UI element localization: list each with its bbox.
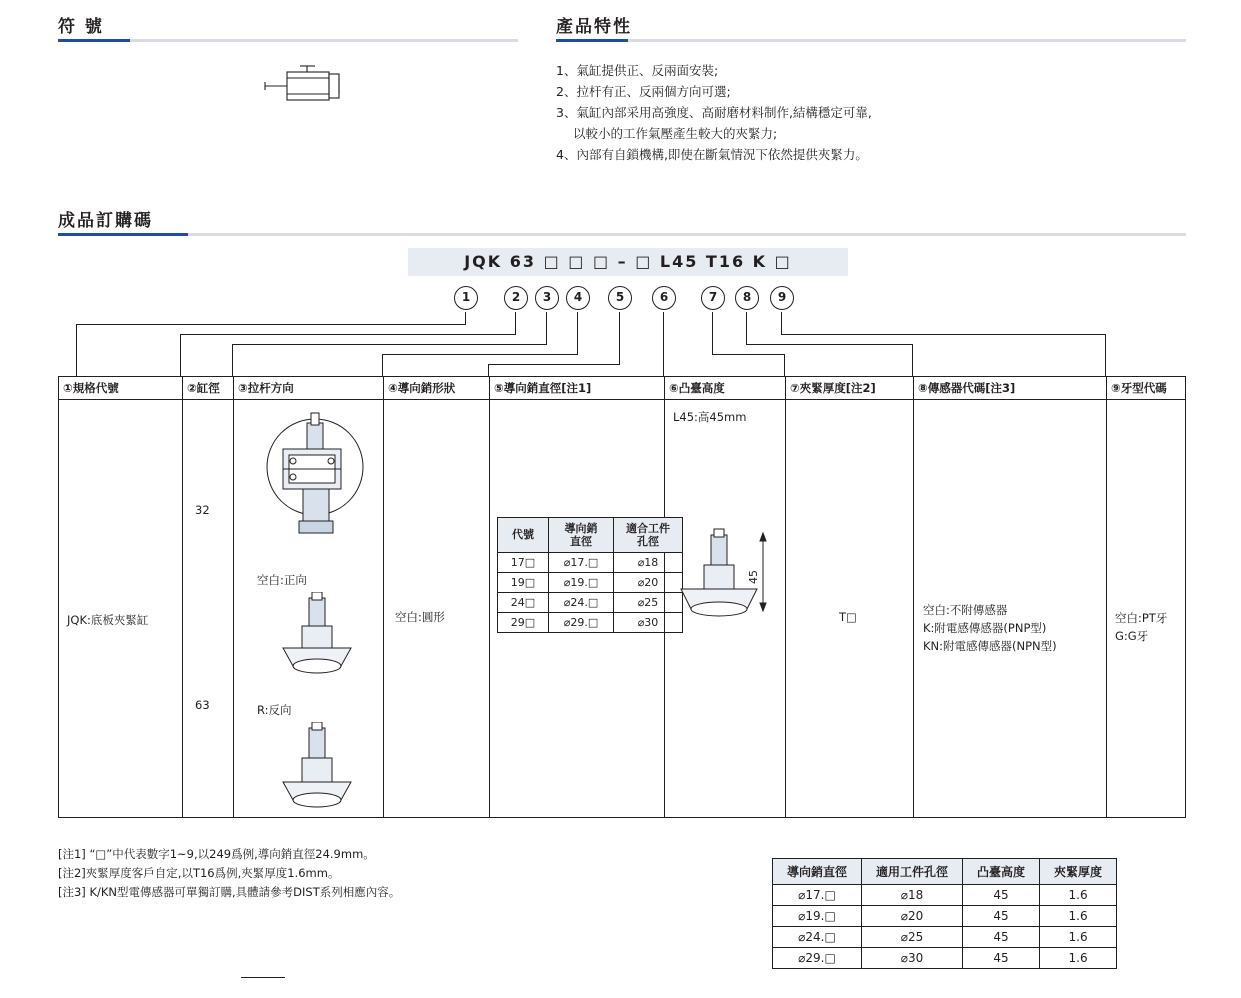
summary-header-cell: 適用工件孔徑 — [862, 859, 963, 885]
col4-value: 空白:圓形 — [395, 610, 445, 624]
col2-value-63: 63 — [195, 698, 210, 712]
summary-cell: 45 — [963, 906, 1040, 927]
col-header-7: ⑦夾緊厚度[注2] — [790, 381, 876, 395]
summary-cell: ⌀19.□ — [773, 906, 862, 927]
features-list — [556, 60, 1156, 165]
summary-cell: ⌀30 — [862, 948, 963, 969]
col9-line1: 空白:PT牙 — [1115, 611, 1168, 625]
mini-header-dia-1: 導向銷 — [564, 522, 598, 535]
col8-line3: KN:附電感傳感器(NPN型) — [923, 639, 1057, 653]
feature-item: 3、氣缸內部采用高強度、高耐磨材料制作,結構穩定可靠, — [556, 105, 872, 120]
col3-label-forward: 空白:正向 — [257, 573, 307, 587]
symbol-section-title: 符 號 — [58, 17, 104, 37]
summary-cell: 45 — [963, 927, 1040, 948]
mini-cell: ⌀24.□ — [549, 593, 614, 613]
col-header-8: ⑧傳感器代碼[注3] — [918, 381, 1016, 395]
mini-cell: 17□ — [498, 553, 549, 573]
mini-header-hole-1: 適合工件 — [626, 522, 670, 535]
marker-3: 3 — [535, 286, 559, 310]
mini-row — [498, 593, 683, 613]
mini-row — [498, 613, 683, 633]
mini-cell: ⌀30 — [614, 613, 683, 633]
marker-7: 7 — [701, 286, 725, 310]
marker-4: 4 — [566, 286, 590, 310]
mini-cell: 19□ — [498, 573, 549, 593]
col8-line2: K:附電感傳感器(PNP型) — [923, 621, 1047, 635]
summary-cell: ⌀20 — [862, 906, 963, 927]
mini-cell: ⌀25 — [614, 593, 683, 613]
mini-cell: 29□ — [498, 613, 549, 633]
col-header-9: ⑨牙型代碼 — [1111, 381, 1167, 395]
col1-value: JQK:底板夾緊缸 — [67, 613, 149, 627]
summary-cell: 1.6 — [1040, 885, 1117, 906]
feature-item-cont: 以較小的工作氣壓產生較大的夾緊力; — [573, 126, 778, 141]
col-header-1: ①規格代號 — [63, 381, 119, 395]
col7-value: T□ — [839, 610, 857, 624]
mini-cell: ⌀18 — [614, 553, 683, 573]
symbol-diagram — [245, 60, 365, 115]
note-1: [注1] “□”中代表數字1~9,以249爲例,導向銷直徑24.9mm。 — [58, 847, 375, 861]
mini-cell: ⌀29.□ — [549, 613, 614, 633]
mini-cell: 24□ — [498, 593, 549, 613]
notes-block — [58, 845, 400, 902]
summary-cell: 45 — [963, 948, 1040, 969]
clamp-forward-drawing — [269, 592, 369, 682]
clamp-reverse-drawing — [269, 722, 369, 817]
marker-5: 5 — [608, 286, 632, 310]
cylinder-forward-drawing — [255, 405, 375, 565]
mini-cell: ⌀17.□ — [549, 553, 614, 573]
marker-2: 2 — [504, 286, 528, 310]
order-code-markers — [408, 286, 848, 312]
col-header-5: ⑤導向銷直徑[注1] — [494, 381, 592, 395]
mini-row — [498, 553, 683, 573]
summary-cell: 1.6 — [1040, 948, 1117, 969]
col-header-3: ③拉杆方向 — [238, 381, 294, 395]
summary-cell: 1.6 — [1040, 906, 1117, 927]
spec-table — [58, 376, 1186, 818]
summary-header-row — [773, 859, 1117, 885]
summary-row — [773, 906, 1117, 927]
mini-cell: ⌀19.□ — [549, 573, 614, 593]
summary-cell: ⌀25 — [862, 927, 963, 948]
note-2: [注2]夾緊厚度客戶自定,以T16爲例,夾緊厚度1.6mm。 — [58, 866, 340, 880]
summary-row — [773, 885, 1117, 906]
symbol-section-rule — [58, 39, 518, 42]
marker-1: 1 — [454, 286, 478, 310]
mini-header-code: 代號 — [498, 518, 549, 553]
col-header-6: ⑥凸臺高度 — [669, 381, 725, 395]
marker-6: 6 — [652, 286, 676, 310]
summary-cell: 45 — [963, 885, 1040, 906]
marker-8: 8 — [735, 286, 759, 310]
mini-row — [498, 573, 683, 593]
mini-header-hole-2: 孔徑 — [637, 535, 659, 548]
summary-header-cell: 凸臺高度 — [963, 859, 1040, 885]
mini-cell: ⌀20 — [614, 573, 683, 593]
col9-line2: G:G牙 — [1115, 629, 1149, 643]
summary-table — [772, 858, 1117, 969]
guide-pin-table — [497, 517, 683, 633]
col2-value-32: 32 — [195, 503, 210, 517]
summary-cell: ⌀17.□ — [773, 885, 862, 906]
order-code-section-rule — [58, 233, 1186, 236]
col-header-4: ④導向銷形狀 — [388, 381, 456, 395]
summary-cell: ⌀24.□ — [773, 927, 862, 948]
feature-item: 4、內部有自鎖機構,即使在斷氣情況下依然提供夾緊力。 — [556, 147, 868, 162]
features-section-title: 產品特性 — [556, 17, 632, 37]
order-code-text: JQK 63 □ □ □ – □ L45 T16 K □ — [464, 252, 792, 271]
mini-header-dia-2: 直徑 — [570, 535, 592, 548]
boss-height-drawing — [671, 517, 783, 632]
summary-cell: ⌀18 — [862, 885, 963, 906]
note-3: [注3] K/KN型電傳感器可單獨訂購,具體請參考DIST系列相應內容。 — [58, 885, 401, 899]
summary-header-cell: 夾緊厚度 — [1040, 859, 1117, 885]
summary-cell: ⌀29.□ — [773, 948, 862, 969]
feature-item: 2、拉杆有正、反兩個方向可選; — [556, 84, 731, 99]
col3-label-reverse: R:反向 — [257, 703, 292, 717]
summary-cell: 1.6 — [1040, 927, 1117, 948]
order-code-section-title: 成品訂購碼 — [58, 211, 153, 231]
marker-9: 9 — [770, 286, 794, 310]
col8-line1: 空白:不附傳感器 — [923, 603, 1008, 617]
col-header-2: ②缸徑 — [187, 381, 220, 395]
features-section-rule — [556, 39, 1186, 42]
col6-label: L45:高45mm — [673, 410, 747, 424]
summary-row — [773, 927, 1117, 948]
feature-item: 1、氣缸提供正、反兩面安裝; — [556, 63, 719, 78]
svg-text:45: 45 — [747, 570, 760, 584]
summary-row — [773, 948, 1117, 969]
summary-header-cell: 導向銷直徑 — [773, 859, 862, 885]
